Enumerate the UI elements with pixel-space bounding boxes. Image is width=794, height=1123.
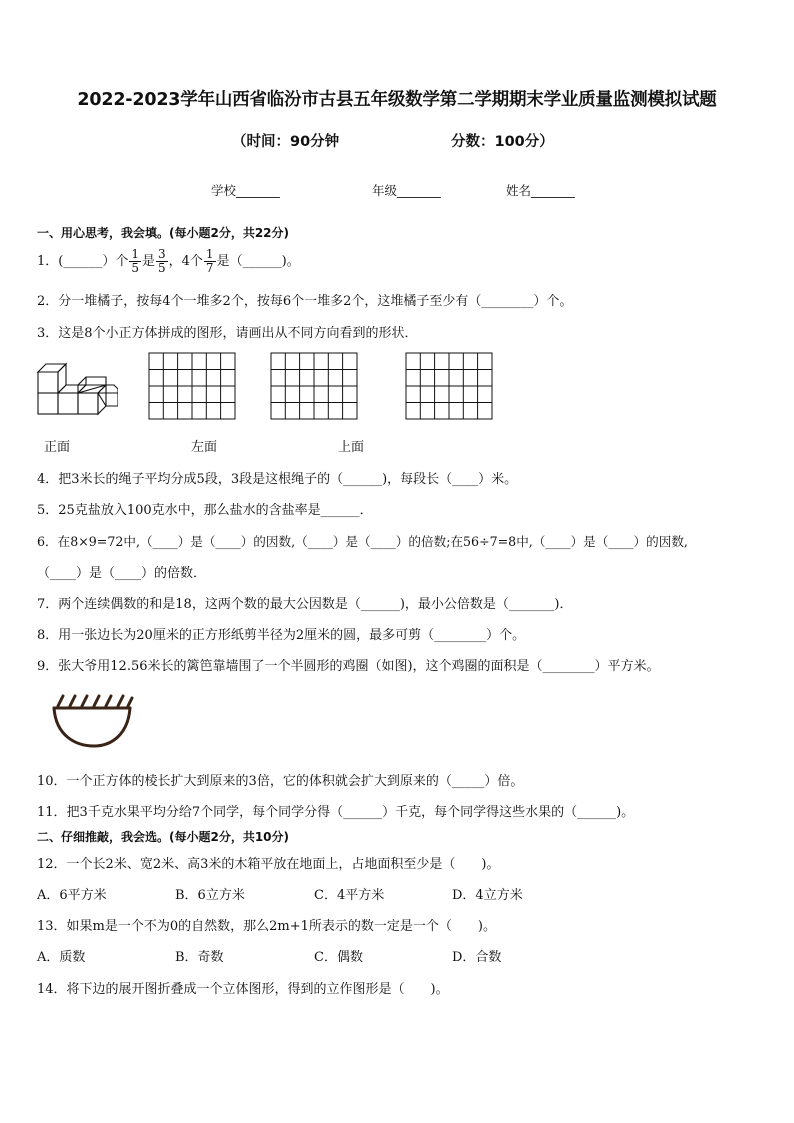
q13-option-a: A．质数 bbox=[37, 950, 86, 965]
question-8: 8．用一张边长为20厘米的正方形纸剪半径为2厘米的圆，最多可剪（________）个。 bbox=[37, 628, 526, 643]
grade-field: 年级_______ bbox=[372, 183, 441, 198]
school-field: 学校_______ bbox=[211, 183, 280, 198]
question-3: 3．这是8个小正方体拼成的图形，请画出从不同方向看到的形状． bbox=[37, 326, 418, 341]
question-1: 1．(______）个 $\frac{1}{5}$ 是 $\frac{3}{5}$ ，4个 $\frac{1}{7}$ 是（______)。 bbox=[37, 247, 300, 275]
cube-stack-figure bbox=[36, 356, 118, 418]
question-12: 12．一个长2米、宽2米、高3米的木箱平放在地面上，占地面积至少是（ )。 bbox=[37, 857, 500, 872]
q12-option-b: B．6立方米 bbox=[175, 888, 245, 903]
fraction-1-5: $\frac{1}{5}$ bbox=[131, 247, 139, 275]
question-2: 2．分一堆橘子，按每4个一堆多2个，按每6个一堆多2个，这堆橘子至少有（________）个。 bbox=[37, 294, 573, 309]
front-view-grid bbox=[148, 352, 238, 422]
label-front: 正面 bbox=[44, 440, 71, 455]
question-6-line-2: （____）是（____）的倍数． bbox=[37, 566, 207, 581]
top-view-grid bbox=[405, 352, 495, 422]
section-2-heading: 二、仔细推敲，我会选。(每小题2分，共10分) bbox=[37, 830, 290, 844]
question-14: 14．将下边的展开图折叠成一个立体图形，得到的立作图形是（ )。 bbox=[37, 982, 449, 997]
question-11: 11．把3千克水果平均分给7个同学，每个同学分得（______）千克，每个同学得这些水果的（______)。 bbox=[37, 805, 635, 820]
q12-option-d: D．4立方米 bbox=[452, 888, 523, 903]
name-field: 姓名_______ bbox=[506, 183, 575, 198]
exam-score: 分数：100分） bbox=[451, 134, 554, 150]
question-5: 5．25克盐放入100克水中，那么盐水的含盐率是______． bbox=[37, 503, 373, 518]
fraction-1-7: $\frac{1}{7}$ bbox=[205, 247, 214, 275]
question-6-line-1: 6．在8×9=72中,（____）是（____）的因数,（____）是（____）的倍数;在56÷7=8中,（____）是（____）的因数, bbox=[37, 534, 688, 549]
label-top: 上面 bbox=[338, 440, 365, 455]
exam-time: （时间：90分钟 bbox=[232, 134, 340, 150]
semicircle-coop-figure bbox=[50, 690, 136, 750]
question-10: 10．一个正方体的棱长扩大到原来的3倍，它的体积就会扩大到原来的（_____）倍。 bbox=[37, 774, 524, 789]
q13-option-b: B．奇数 bbox=[175, 950, 224, 965]
question-13: 13．如果m是一个不为0的自然数，那么2m+1所表示的数一定是一个（ )。 bbox=[37, 919, 496, 934]
question-4: 4．把3米长的绳子平均分成5段，3段是这根绳子的（______)，每段长（____）米。 bbox=[37, 472, 518, 487]
fraction-3-5: $\frac{3}{5}$ bbox=[158, 247, 166, 275]
q13-option-d: D．合数 bbox=[452, 950, 502, 965]
section-1-heading: 一、用心思考，我会填。(每小题2分，共22分) bbox=[37, 226, 290, 240]
q12-option-a: A．6平方米 bbox=[37, 888, 107, 903]
question-7: 7．两个连续偶数的和是18，这两个数的最大公因数是（______)，最小公倍数是（_______)． bbox=[37, 597, 573, 612]
q12-option-c: C．4平方米 bbox=[314, 888, 385, 903]
q13-option-c: C．偶数 bbox=[314, 950, 363, 965]
question-9: 9．张大爷用12.56米长的篱笆靠墙围了一个半圆形的鸡圈（如图)，这个鸡圈的面积是（________）平方米。 bbox=[37, 659, 660, 674]
page-title: 2022-2023学年山西省临汾市古县五年级数学第二学期期末学业质量监测模拟试题 bbox=[77, 90, 717, 110]
left-view-grid bbox=[270, 352, 360, 422]
label-left: 左面 bbox=[191, 440, 218, 455]
